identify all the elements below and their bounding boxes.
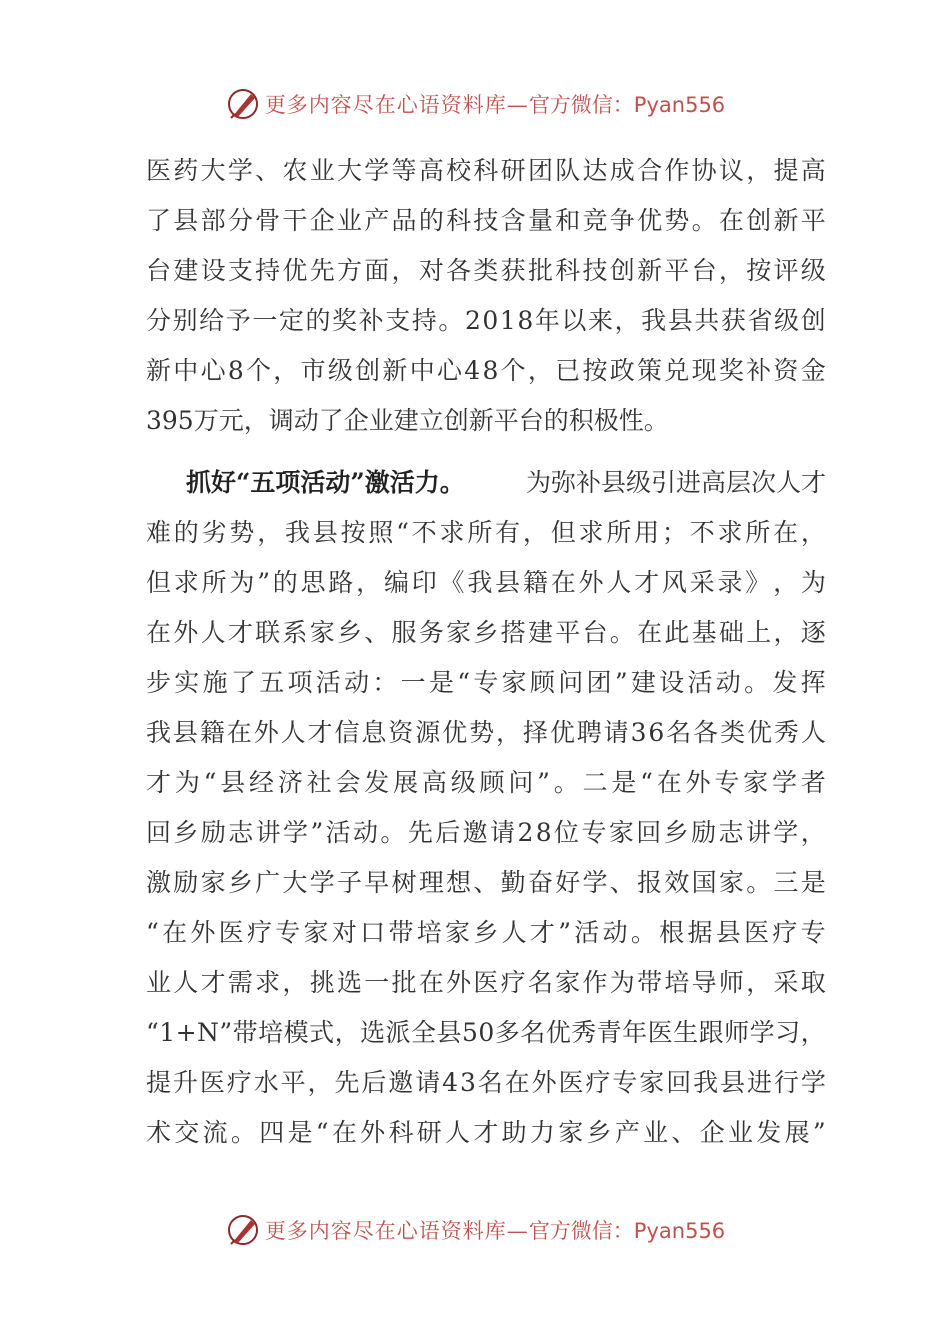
footer-contact-text: 官方微信：Pyan556 bbox=[528, 1219, 726, 1243]
text-line: 步 实 施 了 五 项 活 动 ： 一 是 “ 专 家 顾 问 团 ” 建 设 活 动 。 发 挥 bbox=[146, 668, 826, 697]
pen-logo-icon bbox=[225, 1212, 261, 1248]
text-line: 在 外 人 才 联 系 家 乡 、 服 务 家 乡 搭 建 平 台 。 在 此 基 础 上 ， 逐 bbox=[146, 618, 826, 647]
text-line: 我 县 籍 在 外 人 才 信 息 资 源 优 势 ， 择 优 聘 请 3 6 名 各 类 优 秀 人 bbox=[146, 718, 826, 747]
header-banner bbox=[0, 84, 950, 124]
text-line: 了 县 部 分 骨 干 企 业 产 品 的 科 技 含 量 和 竞 争 优 势 。 在 创 新 平 bbox=[146, 206, 826, 235]
pen-logo-icon bbox=[225, 86, 261, 122]
text-segment: 为弥补县级引进高层次人才 bbox=[525, 468, 826, 497]
text-line: “ 1 + N ” 带 培 模 式 ， 选 派 全 县 5 0 多 名 优 秀 青 年 医 生 跟 师 学 习 ， bbox=[146, 1018, 826, 1047]
text-line: 提 升 医 疗 水 平 ， 先 后 邀 请 4 3 名 在 外 医 疗 专 家 回 我 县 进 行 学 bbox=[146, 1068, 826, 1097]
text-line: 新 中 心 8 个 ， 市 级 创 新 中 心 4 8 个 ， 已 按 政 策 兑 现 奖 补 资 金 bbox=[146, 356, 826, 385]
text-line: 难 的 劣 势 ， 我 县 按 照 “ 不 求 所 有 ， 但 求 所 用 ； 不 求 所 在 ， bbox=[146, 518, 826, 547]
text-line: 但 求 所 为 ” 的 思 路 ， 编 印 《 我 县 籍 在 外 人 才 风 采 录 》 ， 为 bbox=[146, 568, 826, 597]
text-line: 业 人 才 需 求 ， 挑 选 一 批 在 外 医 疗 名 家 作 为 带 培 导 师 ， 采 取 bbox=[146, 968, 826, 997]
text-line: 才 为 “ 县 经 济 社 会 发 展 高 级 顾 问 ” 。 二 是 “ 在 外 专 家 学 者 bbox=[146, 768, 826, 797]
header-contact-text: 官方微信：Pyan556 bbox=[528, 93, 726, 117]
text-line: 395万元，调动了企业建立创新平台的积极性。 bbox=[146, 406, 669, 435]
text-line: 激 励 家 乡 广 大 学 子 早 树 理 想 、 勤 奋 好 学 、 报 效 国 家 。 三 是 bbox=[146, 868, 826, 897]
header-promo-text: 更多内容尽在心语资料库— bbox=[264, 93, 529, 117]
text-line: 术 交 流 。 四 是 “ 在 外 科 研 人 才 助 力 家 乡 产 业 、 企 业 发 展 ” bbox=[146, 1118, 826, 1147]
text-line: 分 别 给 予 一 定 的 奖 补 支 持 。 2 0 1 8 年 以 来 ， 我 县 共 获 省 级 创 bbox=[146, 306, 826, 335]
paragraph-first-line bbox=[146, 458, 826, 508]
text-line: 台 建 设 支 持 优 先 方 面 ， 对 各 类 获 批 科 技 创 新 平 台 ， 按 评 级 bbox=[146, 256, 826, 285]
text-line: 医 药 大 学 、 农 业 大 学 等 高 校 科 研 团 队 达 成 合 作 协 议 ， 提 高 bbox=[146, 156, 826, 185]
text-line: 回 乡 励 志 讲 学 ” 活 动 。 先 后 邀 请 2 8 位 专 家 回 乡 励 志 讲 学 ， bbox=[146, 818, 826, 847]
footer-promo-text: 更多内容尽在心语资料库— bbox=[264, 1219, 529, 1243]
document-body bbox=[146, 146, 826, 1158]
section-heading: 抓好“五项活动”激活力。 bbox=[186, 468, 465, 497]
text-line: “ 在 外 医 疗 专 家 对 口 带 培 家 乡 人 才 ” 活 动 。 根 据 县 医 疗 专 bbox=[146, 918, 826, 947]
footer-banner bbox=[0, 1210, 950, 1250]
